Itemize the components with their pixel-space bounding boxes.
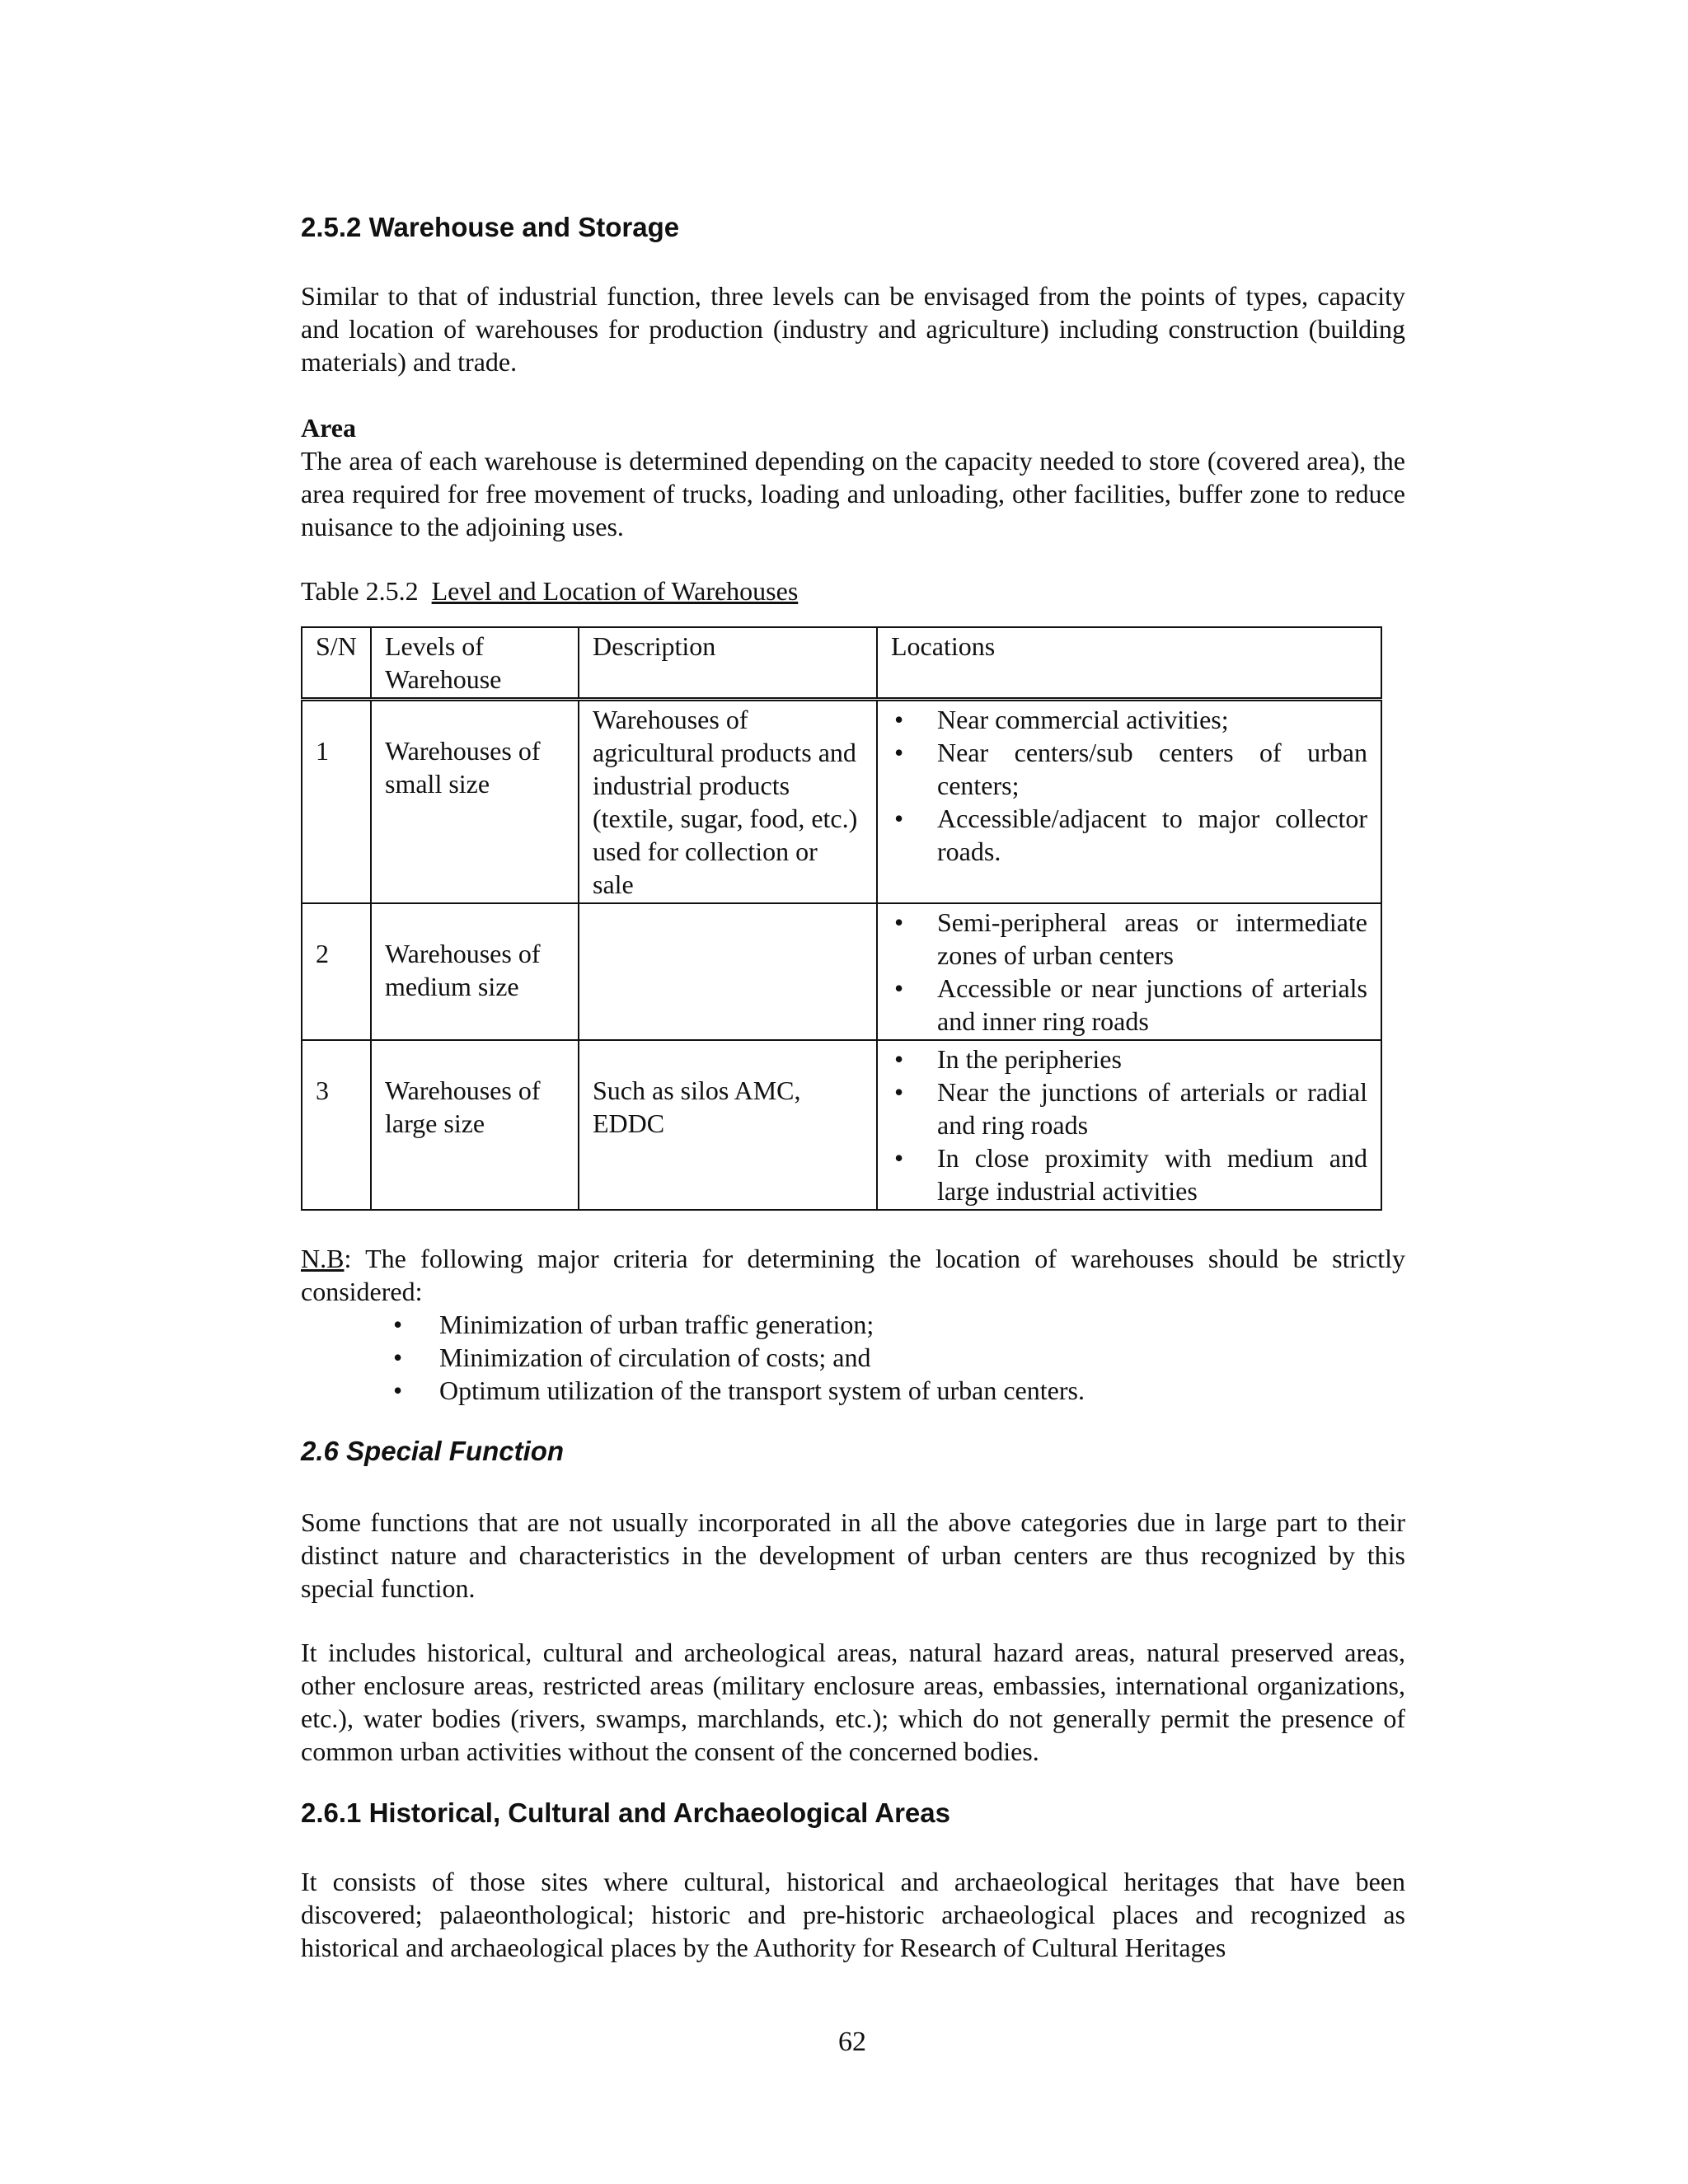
header-sn: S/N xyxy=(302,627,371,700)
location-item: • Accessible or near junctions of arterials and inner ring roads xyxy=(891,972,1367,1038)
row-level: Warehouses of medium size xyxy=(371,903,579,1040)
list-item: • Minimization of urban traffic generation; xyxy=(301,1308,1405,1341)
location-item: • Near commercial activities; xyxy=(891,703,1367,736)
row-level: Warehouses of large size xyxy=(371,1040,579,1210)
location-item: • In the peripheries xyxy=(891,1043,1367,1076)
table-row xyxy=(302,700,1381,904)
nb-paragraph xyxy=(301,1242,1405,1308)
row-description xyxy=(579,903,877,1040)
row-sn: 3 xyxy=(302,1040,371,1210)
table-caption xyxy=(301,574,1405,607)
header-locations: Locations xyxy=(877,627,1381,700)
location-item: • Semi-peripheral areas or intermediate zones of urban centers xyxy=(891,906,1367,972)
table-row xyxy=(302,903,1381,1040)
row-sn: 1 xyxy=(302,700,371,904)
nb-text: : The following major criteria for determining the location of warehouses should be strictly considered: xyxy=(301,1244,1405,1306)
list-item: • Minimization of circulation of costs; and xyxy=(301,1341,1405,1374)
special-function-paragraph-2: It includes historical, cultural and archeological areas, natural hazard areas, natural preserved areas, other enclosure areas, restricted areas (military enclosure areas, embassies, international organizations, etc.), water bodies (rivers, swamps, marchlands, etc.); which do not generally permit the presence of common urban activities without the consent of the concerned bodies. xyxy=(301,1638,1405,1766)
table-caption-title: Level and Location of Warehouses xyxy=(431,576,799,606)
section-heading-2-6: 2.6 Special Function xyxy=(301,1436,565,1466)
row-locations xyxy=(877,700,1381,904)
nb-criteria-list xyxy=(301,1308,1405,1407)
row-locations xyxy=(877,1040,1381,1210)
header-levels: Levels of Warehouse xyxy=(371,627,579,700)
warehouse-table xyxy=(301,626,1382,1211)
page-content xyxy=(301,211,1405,1964)
section-heading-2-5-2: 2.5.2 Warehouse and Storage xyxy=(301,212,680,242)
nb-label: N.B xyxy=(301,1244,345,1273)
row-description: Warehouses of agricultural products and industrial products (textile, sugar, food, etc.) used for collection or sale xyxy=(579,700,877,904)
location-item: • Accessible/adjacent to major collector roads. xyxy=(891,802,1367,868)
table-caption-number: Table 2.5.2 xyxy=(301,576,419,606)
row-level: Warehouses of small size xyxy=(371,700,579,904)
header-description: Description xyxy=(579,627,877,700)
special-function-paragraph-1: Some functions that are not usually incorporated in all the above categories due in large part to their distinct nature and characteristics in the development of urban centers are thus recognized by this special function. xyxy=(301,1507,1405,1603)
row-locations xyxy=(877,903,1381,1040)
page-number: 62 xyxy=(838,2027,866,2057)
location-item: • Near centers/sub centers of urban centers; xyxy=(891,736,1367,802)
row-description: Such as silos AMC, EDDC xyxy=(579,1040,877,1210)
table-header-row xyxy=(302,627,1381,700)
row-sn: 2 xyxy=(302,903,371,1040)
historical-areas-paragraph: It consists of those sites where cultural, historical and archaeological heritages that have been discovered; palaeonthological; historic and pre-historic archaeological places and recognized as historical and archaeological places by the Authority for Research of Cultural Heritages xyxy=(301,1867,1405,1962)
area-paragraph: The area of each warehouse is determined depending on the capacity needed to store (covered area), the area required for free movement of trucks, loading and unloading, other facilities, buffer zone to reduce nuisance to the adjoining uses. xyxy=(301,446,1405,541)
location-item: • Near the junctions of arterials or radial and ring roads xyxy=(891,1076,1367,1141)
list-item: • Optimum utilization of the transport system of urban centers. xyxy=(301,1374,1405,1407)
intro-paragraph: Similar to that of industrial function, three levels can be envisaged from the points of types, capacity and location of warehouses for production (industry and agriculture) including construction (building materials) and trade. xyxy=(301,281,1405,377)
table-row xyxy=(302,1040,1381,1210)
location-item: • In close proximity with medium and large industrial activities xyxy=(891,1141,1367,1207)
area-label: Area xyxy=(301,413,356,443)
section-heading-2-6-1: 2.6.1 Historical, Cultural and Archaeological Areas xyxy=(301,1797,950,1828)
